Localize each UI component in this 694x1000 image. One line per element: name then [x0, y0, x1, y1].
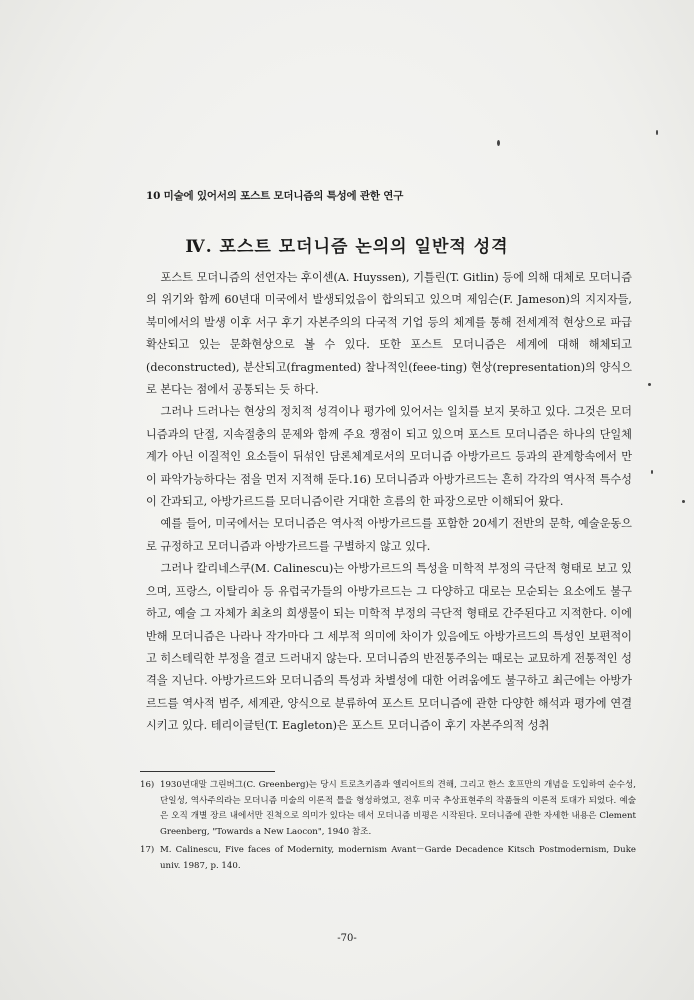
- footnote: [140, 843, 636, 874]
- paragraph: 그러나 드러나는 현상의 정치적 성격이나 평가에 있어서는 일치를 보지 못하고 있다. 그것은 모더니즘과의 단절, 지속절충의 문제와 함께 주요 쟁점이 되고 있으며 포스트 모더니즘은 하나의 단일체계가 아닌 이질적인 요소들이 뒤섞인 담론체계로서의 모더니즘 아방가르드 등과의 관계항속에서 만이 파악가능하다는 점을 먼저 지적해 둔다.16) 모더니즘과 아방가르드는 흔히 각각의 역사적 특수성이 간과되고, 아방가르드를 모더니즘이란 거대한 흐름의 한 파장으로만 이해되어 왔다.: [146, 405, 632, 509]
- page-number: -70-: [337, 933, 357, 944]
- footnote-text: M. Calinescu, Five faces of Modernity, modernism Avant－Garde Decadence Kitsch Postmodernism, Duke univ. 1987, p. 140.: [160, 845, 636, 871]
- footnote-divider: [140, 771, 275, 772]
- scan-speck: [656, 130, 658, 135]
- footnotes: [140, 778, 636, 877]
- body-text: [146, 267, 632, 738]
- paragraph: 예를 들어, 미국에서는 모더니즘은 역사적 아방가르드를 포함한 20세기 전반의 문학, 예술운동으로 규정하고 모더니즘과 아방가르드를 구별하지 않고 있다.: [146, 517, 632, 553]
- paragraph: 포스트 모더니즘의 선언자는 후이센(A. Huyssen), 기틀린(T. Gitlin) 등에 의해 대체로 모더니즘의 위기와 함께 60년대 미국에서 발생되었음이 합의되고 있으며 제임슨(F. Jameson)의 지지자들, 북미에서의 발생 이후 서구 후기 자본주의의 다국적 기업 등의 체계를 통해 전세계적 현상으로 파급확산되고 있는 문화현상으로 볼 수 있다. 또한 포스트 모더니즘은 세계에 대해 해체되고(deconstructed), 분산되고(fragmented) 찰나적인(feee-ting) 현상(representation)의 양식으로 본다는 점에서 공통되는 듯 하다.: [146, 271, 632, 397]
- footnote-text: 1930년대말 그린버그(C. Greenberg)는 당시 트로츠키즘과 엘리어트의 견해, 그리고 한스 호프만의 개념을 도입하여 순수성, 단일성, 역사주의라는 모더니즘 미술의 이론적 틀을 형성하였고, 전후 미국 추상표현주의 작품들의 이론적 토대가 되었다. 예술은 오직 개별 장르 내에서만 진척으로 의미가 있다는 데서 모더니즘 비평은 시작된다. 모더니즘에 관한 자세한 내용은 Clement Greenberg, "Towards a New Laocon", 1940 참조.: [160, 780, 636, 837]
- section-title: Ⅳ. 포스트 모더니즘 논의의 일반적 성격: [185, 237, 509, 257]
- scan-speck: [648, 383, 651, 386]
- footnote-number: 16): [140, 780, 155, 790]
- footnote: [140, 778, 636, 840]
- scan-speck: [651, 470, 653, 474]
- running-head: 10 미술에 있어서의 포스트 모더니즘의 특성에 관한 연구: [146, 190, 404, 202]
- footnote-number: 17): [140, 845, 155, 855]
- scan-speck: [682, 500, 685, 503]
- scan-speck: [497, 140, 500, 146]
- paragraph: 그러나 칼리네스쿠(M. Calinescu)는 아방가르드의 특성을 미학적 부정의 극단적 형태로 보고 있으며, 프랑스, 이탈리아 등 유럽국가들의 아방가르드는 그 다양하고 대로는 모순되는 요소에도 불구하고, 예술 그 자체가 최초의 희생물이 되는 미학적 부정의 극단적 형태로 간주된다고 지적한다. 이에 반해 모더니즘은 나라나 작가마다 그 세부적 의미에 차이가 있음에도 아방가르드의 특성인 보편적이고 히스테릭한 부정을 결코 드러내지 않는다. 모더니즘의 반전통주의는 때로는 교묘하게 전통적인 성격을 지닌다. 아방가르드와 모더니즘의 특성과 차별성에 대한 어려움에도 불구하고 최근에는 아방가르드를 역사적 범주, 세계관, 양식으로 분류하여 포스트 모더니즘에 관한 다양한 해석과 평가에 연결시키고 있다. 테리이글턴(T. Eagleton)은 포스트 모더니즘이 후기 자본주의적 성취: [146, 562, 632, 733]
